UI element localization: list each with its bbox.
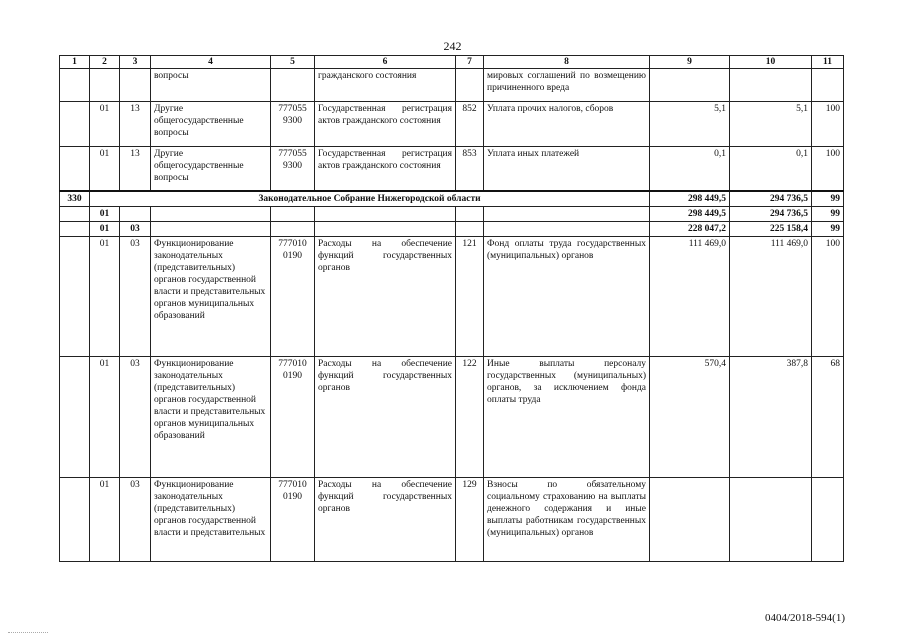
cell-expense-code (456, 206, 484, 221)
cell-percent: 100 (812, 236, 844, 356)
cell-actual-amount: 111 469,0 (730, 236, 812, 356)
cell-expense-name: Уплата прочих налогов, сборов (484, 102, 650, 147)
cell-target-code: 777010 0190 (271, 356, 315, 477)
cell-expense-code (456, 221, 484, 236)
cell-subchapter: 13 (120, 147, 151, 191)
table-row (60, 102, 844, 147)
cell-target-name: Расходы на обеспечение функций государственных органов (315, 356, 456, 477)
cell-subchapter: 03 (120, 236, 151, 356)
cell-expense-code: 853 (456, 147, 484, 191)
cell-subchapter: 03 (120, 477, 151, 561)
column-number: 7 (456, 56, 484, 69)
cell-expense-name: мировых соглашений по возмещению причиненного вреда (484, 69, 650, 102)
cell-percent: 99 (812, 221, 844, 236)
table-row (60, 147, 844, 191)
column-number: 6 (315, 56, 456, 69)
column-number: 9 (650, 56, 730, 69)
cell-chapter-name: Функционирование законодательных (представительных) органов государственной власти и представительных органов муниципальных образований (151, 356, 271, 477)
cell-chapter (90, 69, 120, 102)
cell-section (60, 236, 90, 356)
cell-target-code (271, 69, 315, 102)
cell-percent (812, 69, 844, 102)
section-row (60, 191, 844, 207)
cell-chapter: 01 (90, 206, 120, 221)
cell-chapter: 01 (90, 102, 120, 147)
column-number: 5 (271, 56, 315, 69)
cell-plan-amount: 570,4 (650, 356, 730, 477)
cell-subchapter (120, 206, 151, 221)
cell-percent: 99 (812, 206, 844, 221)
budget-table (59, 55, 844, 562)
cell-section (60, 206, 90, 221)
cell-chapter-name (151, 206, 271, 221)
cell-section (60, 102, 90, 147)
column-number: 10 (730, 56, 812, 69)
cell-subchapter: 03 (120, 221, 151, 236)
cell-actual-amount (730, 69, 812, 102)
cell-target-name (315, 221, 456, 236)
cell-actual-amount: 294 736,5 (730, 206, 812, 221)
subtotal-row (60, 221, 844, 236)
document-code: 0404/2018-594(1) (764, 612, 845, 624)
cell-percent (812, 477, 844, 561)
cell-expense-code: 122 (456, 356, 484, 477)
cell-target-name: Государственная регистрация актов гражданского состояния (315, 102, 456, 147)
column-number: 1 (60, 56, 90, 69)
cell-plan-amount: 5,1 (650, 102, 730, 147)
cell-section (60, 69, 90, 102)
cell-plan-amount: 0,1 (650, 147, 730, 191)
column-number: 3 (120, 56, 151, 69)
cell-subchapter: 13 (120, 102, 151, 147)
section-plan-amount: 298 449,5 (650, 191, 730, 207)
cell-plan-amount: 298 449,5 (650, 206, 730, 221)
cell-target-code: 777055 9300 (271, 102, 315, 147)
cell-target-name: Расходы на обеспечение функций государственных органов (315, 477, 456, 561)
cell-chapter-name: Функционирование законодательных (представительных) органов государственной власти и представительных (151, 477, 271, 561)
cell-expense-name: Взносы по обязательному социальному страхованию на выплаты денежного содержания и иные выплаты работникам государственных (муниципальных) органов (484, 477, 650, 561)
cell-chapter-name (151, 221, 271, 236)
subtotal-row (60, 206, 844, 221)
cell-target-name: гражданского состояния (315, 69, 456, 102)
cell-actual-amount (730, 477, 812, 561)
cell-actual-amount: 387,8 (730, 356, 812, 477)
cell-chapter-name: вопросы (151, 69, 271, 102)
cell-chapter: 01 (90, 236, 120, 356)
cell-plan-amount (650, 477, 730, 561)
column-number: 8 (484, 56, 650, 69)
cell-chapter: 01 (90, 147, 120, 191)
cell-target-code (271, 206, 315, 221)
cell-section (60, 356, 90, 477)
cell-target-code: 777055 9300 (271, 147, 315, 191)
column-number: 4 (151, 56, 271, 69)
cell-expense-code: 852 (456, 102, 484, 147)
cell-expense-code (456, 69, 484, 102)
table-row (60, 477, 844, 561)
cell-subchapter (120, 69, 151, 102)
cell-chapter: 01 (90, 477, 120, 561)
scan-artifact (8, 632, 48, 634)
cell-percent: 100 (812, 147, 844, 191)
cell-subchapter: 03 (120, 356, 151, 477)
cell-chapter-name: Функционирование законодательных (представительных) органов государственной власти и представительных органов муниципальных образований (151, 236, 271, 356)
cell-expense-name (484, 221, 650, 236)
cell-target-name: Государственная регистрация актов гражданского состояния (315, 147, 456, 191)
cell-expense-code: 129 (456, 477, 484, 561)
cell-expense-name: Иные выплаты персоналу государственных (муниципальных) органов, за исключением фонда оплаты труда (484, 356, 650, 477)
cell-target-name (315, 206, 456, 221)
cell-actual-amount: 5,1 (730, 102, 812, 147)
cell-target-name: Расходы на обеспечение функций государственных органов (315, 236, 456, 356)
cell-expense-name: Фонд оплаты труда государственных (муниципальных) органов (484, 236, 650, 356)
section-title: Законодательное Собрание Нижегородской области (90, 191, 650, 207)
cell-expense-code: 121 (456, 236, 484, 356)
section-code: 330 (60, 191, 90, 207)
cell-chapter: 01 (90, 221, 120, 236)
cell-chapter-name: Другие общегосударственные вопросы (151, 147, 271, 191)
cell-percent: 68 (812, 356, 844, 477)
cell-percent: 100 (812, 102, 844, 147)
table-row (60, 356, 844, 477)
cell-chapter-name: Другие общегосударственные вопросы (151, 102, 271, 147)
cell-section (60, 221, 90, 236)
cell-target-code: 777010 0190 (271, 236, 315, 356)
page-number: 242 (443, 39, 462, 53)
cell-actual-amount: 0,1 (730, 147, 812, 191)
table-row (60, 69, 844, 102)
table-row (60, 236, 844, 356)
cell-section (60, 147, 90, 191)
column-number: 2 (90, 56, 120, 69)
cell-chapter: 01 (90, 356, 120, 477)
cell-expense-name: Уплата иных платежей (484, 147, 650, 191)
cell-expense-name (484, 206, 650, 221)
cell-plan-amount: 111 469,0 (650, 236, 730, 356)
cell-target-code (271, 221, 315, 236)
cell-plan-amount: 228 047,2 (650, 221, 730, 236)
section-actual-amount: 294 736,5 (730, 191, 812, 207)
cell-section (60, 477, 90, 561)
column-number-row (60, 56, 844, 69)
cell-plan-amount (650, 69, 730, 102)
cell-actual-amount: 225 158,4 (730, 221, 812, 236)
column-number: 11 (812, 56, 844, 69)
section-percent: 99 (812, 191, 844, 207)
cell-target-code: 777010 0190 (271, 477, 315, 561)
